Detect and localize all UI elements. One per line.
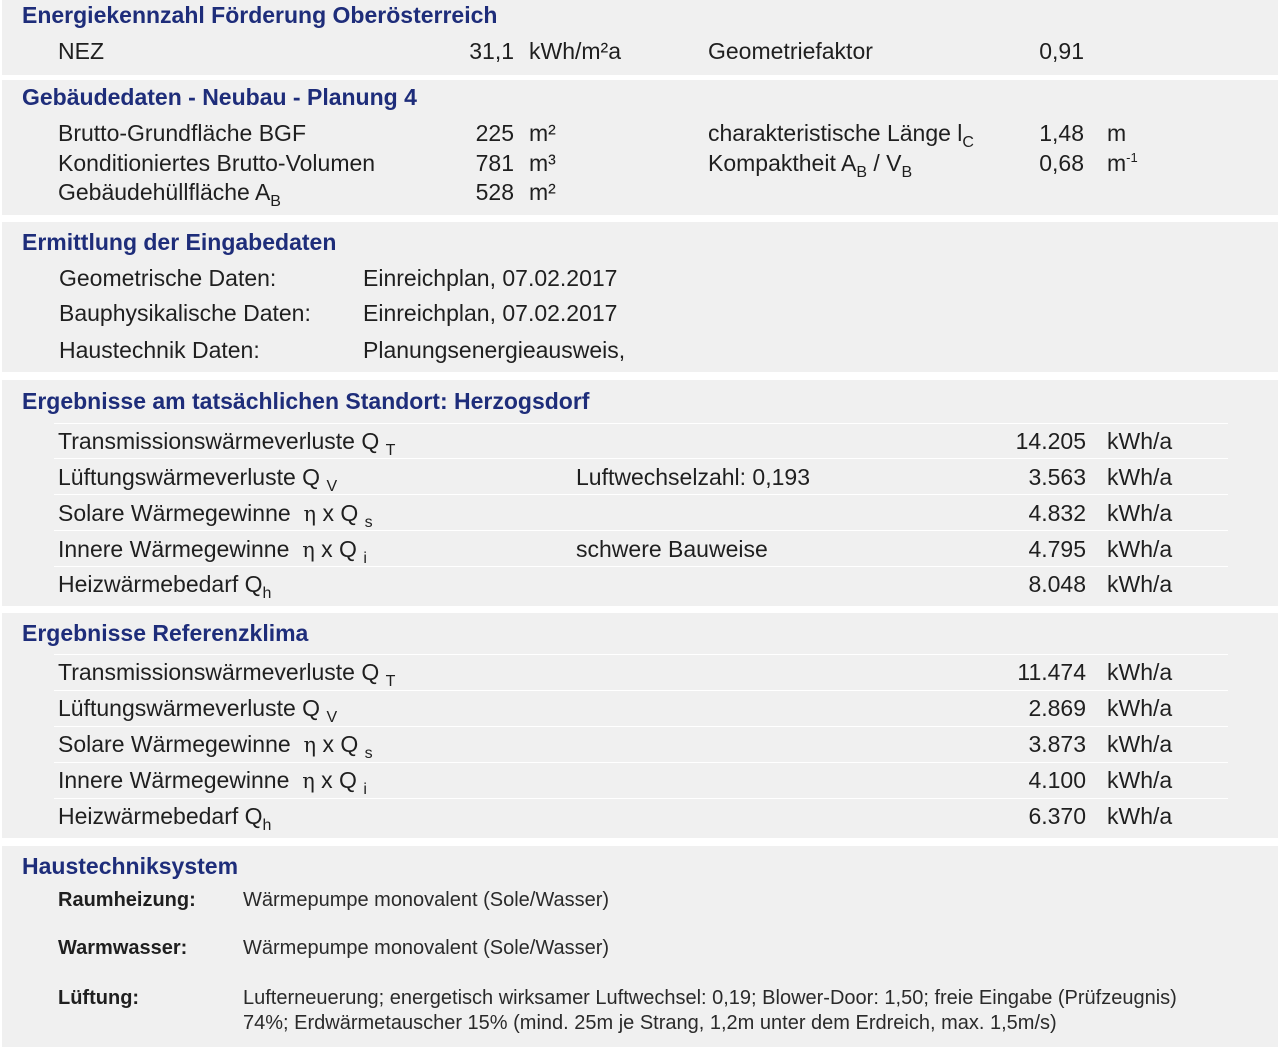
energiekennzahl-section	[2, 0, 1278, 75]
result-label: Lüftungswärmeverluste Q $_V$	[58, 464, 338, 495]
result-unit: kWh/a	[1107, 731, 1173, 757]
ermittlung-row-label: Haustechnik Daten:	[59, 337, 260, 363]
volumen-label: Konditioniertes Brutto-Volumen	[58, 150, 376, 176]
volumen-value: 781	[475, 150, 514, 176]
result-value: 11.474	[1017, 659, 1086, 685]
char-laenge-unit: m	[1107, 120, 1127, 146]
warmwasser-label: Warmwasser:	[58, 937, 188, 959]
huellflaeche-value: 528	[475, 179, 514, 205]
result-unit: kWh/a	[1107, 695, 1173, 721]
result-label: Solare Wärmegewinne η x Q $_s$	[58, 731, 373, 762]
standort-section	[2, 380, 1278, 606]
result-label: Heizwärmebedarf $Q_h$	[58, 571, 272, 602]
result-value: 3.873	[1028, 731, 1086, 757]
section-title: Ergebnisse Referenzklima	[22, 620, 309, 646]
result-unit: kWh/a	[1107, 767, 1173, 793]
result-note: Luftwechselzahl: 0,193	[576, 464, 810, 490]
row-divider	[54, 566, 1228, 567]
geometriefaktor-value: 0,91	[1039, 38, 1084, 64]
lueftung-label: Lüftung:	[58, 987, 140, 1009]
result-unit: kWh/a	[1107, 464, 1173, 490]
nez-value: 31,1	[469, 38, 514, 64]
result-value: 3.563	[1028, 464, 1086, 490]
result-label: Innere Wärmegewinne η x Q $_i$	[58, 536, 367, 567]
kompaktheit-value: 0,68	[1039, 150, 1084, 176]
bgf-value: 225	[475, 120, 514, 146]
result-value: 6.370	[1028, 803, 1086, 829]
result-unit: kWh/a	[1107, 428, 1173, 454]
geometriefaktor-label: Geometriefaktor	[708, 38, 873, 64]
row-divider	[54, 798, 1228, 799]
referenzklima-section	[2, 613, 1278, 838]
row-divider	[54, 726, 1228, 727]
ermittlung-row-label: Geometrische Daten:	[59, 265, 277, 291]
warmwasser-value: Wärmepumpe monovalent (Sole/Wasser)	[243, 937, 610, 959]
result-label: Lüftungswärmeverluste Q $_V$	[58, 695, 338, 726]
section-title: Haustechniksystem	[22, 853, 239, 879]
row-divider	[54, 423, 1228, 424]
section-title: Ermittlung der Eingabedaten	[22, 229, 337, 255]
bgf-unit: m²	[529, 120, 556, 146]
result-unit: kWh/a	[1107, 659, 1173, 685]
section-title: Gebäudedaten - Neubau - Planung 4	[22, 84, 417, 110]
row-divider	[54, 654, 1228, 655]
result-unit: kWh/a	[1107, 500, 1173, 526]
kompaktheit-label: Kompaktheit $A_B / V_B$	[708, 150, 913, 181]
section-title: Ergebnisse am tatsächlichen Standort: Herzogsdorf	[22, 388, 590, 414]
result-label: Innere Wärmegewinne η x Q $_i$	[58, 767, 367, 798]
kompaktheit-unit: $m^{-1}$	[1107, 150, 1138, 176]
ermittlung-section	[2, 222, 1278, 372]
row-divider	[54, 690, 1228, 691]
ermittlung-row-label: Bauphysikalische Daten:	[59, 300, 311, 326]
bgf-label: Brutto-Grundfläche BGF	[58, 120, 306, 146]
result-note: schwere Bauweise	[576, 536, 768, 562]
result-unit: kWh/a	[1107, 536, 1173, 562]
result-label: Transmissionswärmeverluste Q $_T$	[58, 659, 396, 690]
result-value: 4.795	[1028, 536, 1086, 562]
nez-label: NEZ	[58, 38, 104, 64]
section-title: Energiekennzahl Förderung Oberösterreich	[22, 2, 498, 28]
result-value: 4.100	[1028, 767, 1086, 793]
result-unit: kWh/a	[1107, 571, 1173, 597]
nez-unit: kWh/m²a	[529, 38, 621, 64]
result-value: 2.869	[1028, 695, 1086, 721]
row-divider	[54, 458, 1228, 459]
result-label: Heizwärmebedarf $Q_h$	[58, 803, 272, 834]
result-label: Transmissionswärmeverluste Q $_T$	[58, 428, 396, 459]
result-value: 4.832	[1028, 500, 1086, 526]
result-unit: kWh/a	[1107, 803, 1173, 829]
ermittlung-row-value: Einreichplan, 07.02.2017	[363, 265, 618, 291]
ermittlung-row-value: Planungsenergieausweis,	[363, 337, 626, 363]
raumheizung-label: Raumheizung:	[58, 889, 196, 911]
result-label: Solare Wärmegewinne η x Q $_s$	[58, 500, 373, 531]
haustechnik-section	[2, 846, 1278, 1047]
result-value: 8.048	[1028, 571, 1086, 597]
result-value: 14.205	[1015, 428, 1086, 454]
char-laenge-label: charakteristische Länge $l_C$	[708, 120, 974, 151]
row-divider	[54, 762, 1228, 763]
huellflaeche-label: Gebäudehüllfläche $A_B$	[58, 179, 281, 210]
row-divider	[54, 494, 1228, 495]
volumen-unit: m³	[529, 150, 556, 176]
gebaeudedaten-section	[2, 80, 1278, 215]
char-laenge-value: 1,48	[1039, 120, 1084, 146]
lueftung-value: Lufterneuerung; energetisch wirksamer Luftwechsel: 0,19; Blower-Door: 1,50; freie Eingabe (Prüfzeugnis) 74%; Erdwärmetauscher 15% (mind. 25m je Strang, 1,2m unter dem Erdreich, max. 1,5m/s)	[243, 987, 1177, 1034]
row-divider	[54, 530, 1228, 531]
huellflaeche-unit: m²	[529, 179, 556, 205]
raumheizung-value: Wärmepumpe monovalent (Sole/Wasser)	[243, 889, 610, 911]
ermittlung-row-value: Einreichplan, 07.02.2017	[363, 300, 618, 326]
